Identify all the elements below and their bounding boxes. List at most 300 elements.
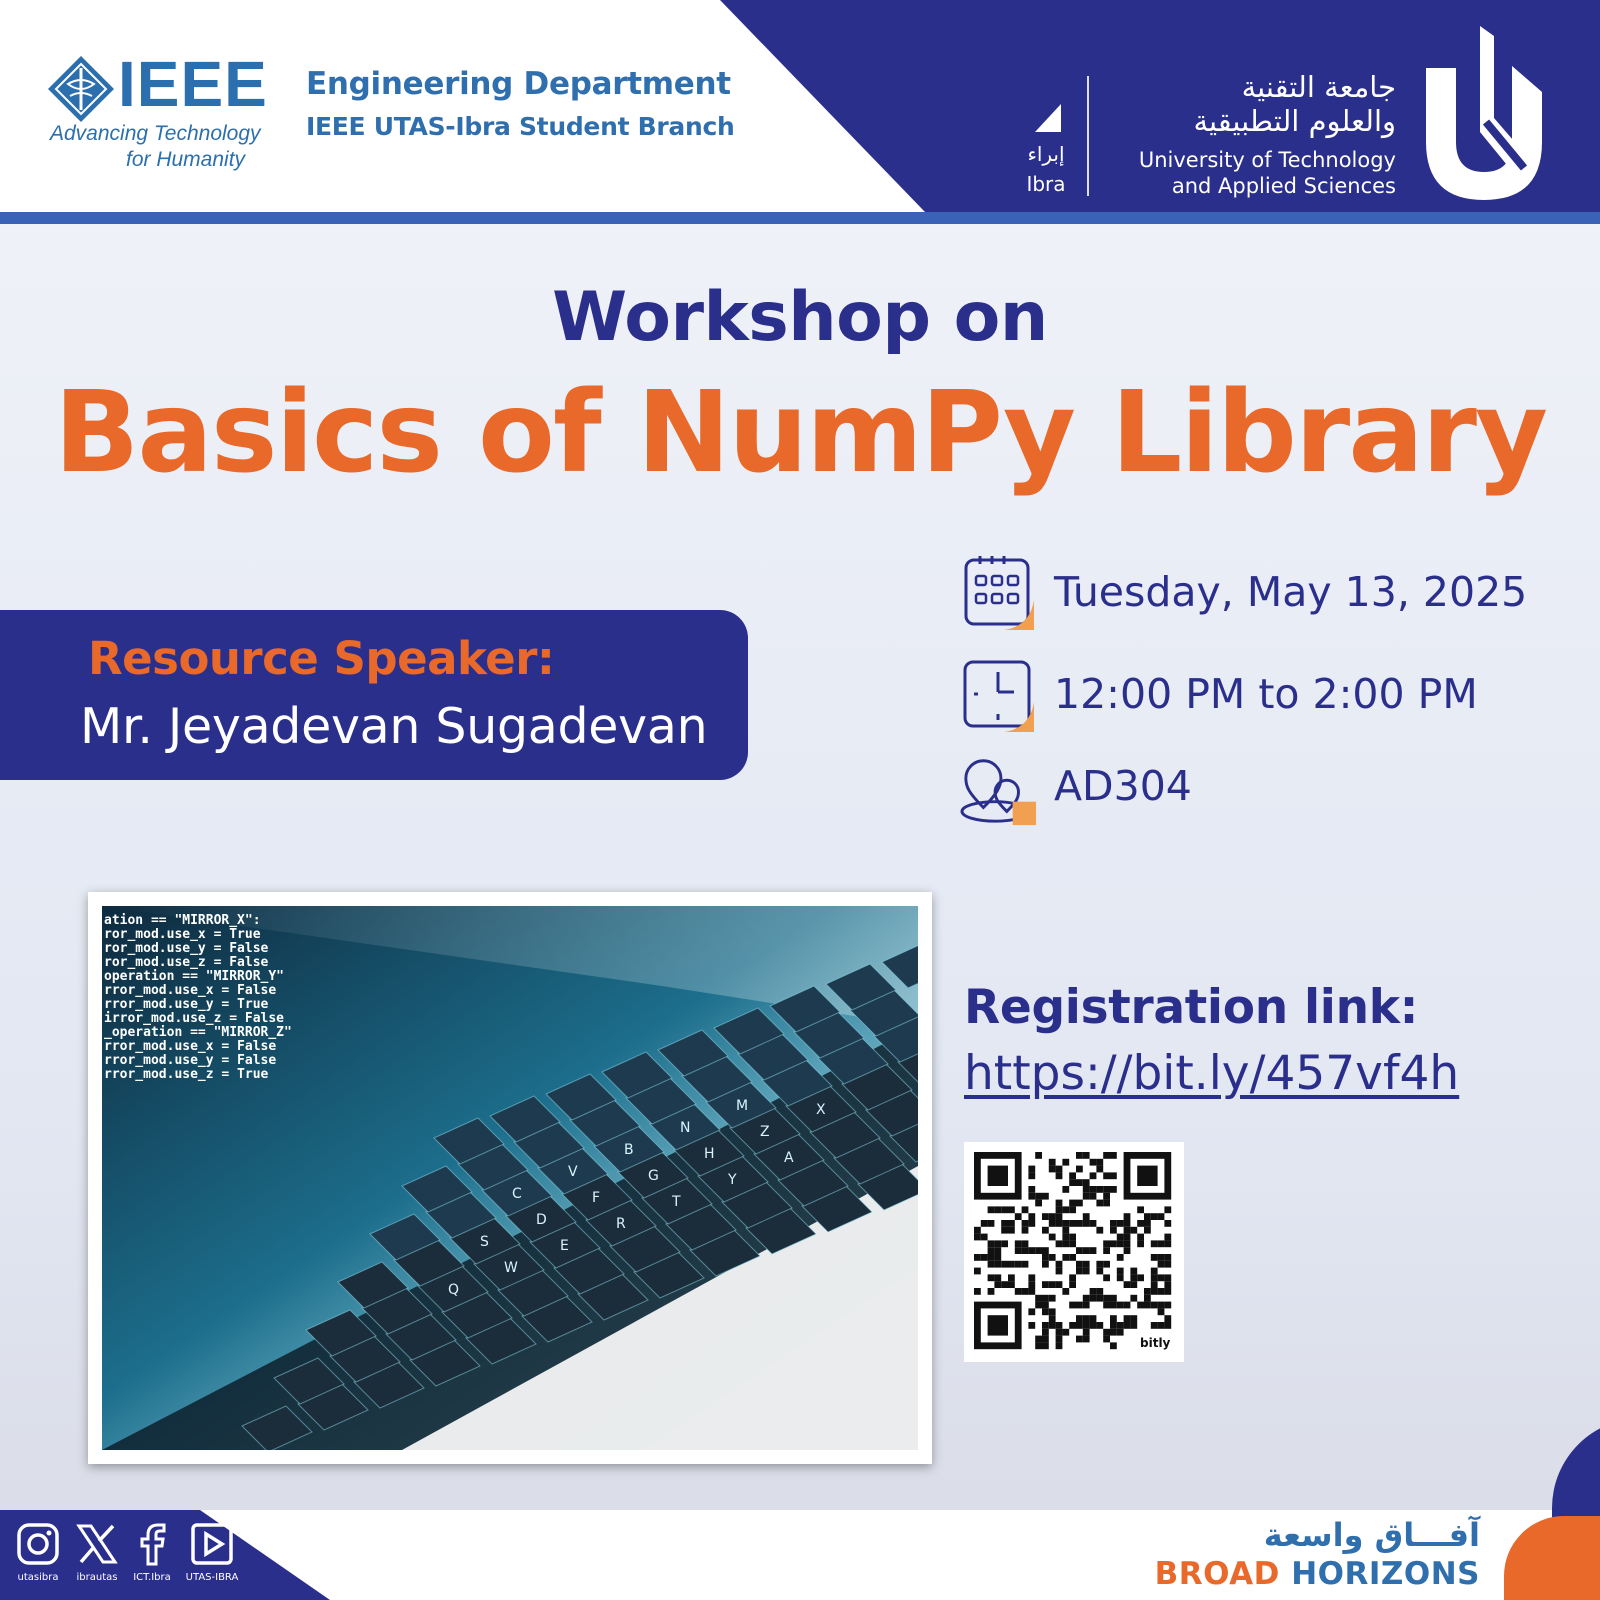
- qr-module: [1015, 1261, 1022, 1268]
- qr-module: [1076, 1179, 1083, 1186]
- qr-module: [974, 1254, 981, 1261]
- qr-module: [1076, 1247, 1083, 1254]
- qr-module: [1028, 1281, 1035, 1288]
- qr-module: [1062, 1288, 1069, 1295]
- qr-module: [1035, 1152, 1042, 1159]
- qr-module: [1151, 1302, 1158, 1309]
- qr-module: [974, 1227, 981, 1234]
- workshop-title: Basics of NumPy Library: [53, 368, 1547, 498]
- qr-module: [1056, 1336, 1063, 1343]
- ieee-tagline: for Humanity: [126, 148, 246, 171]
- qr-module: [1042, 1342, 1049, 1349]
- qr-module: [1035, 1336, 1042, 1343]
- qr-code-icon: [964, 1142, 1184, 1362]
- qr-module: [1042, 1302, 1049, 1309]
- qr-module: [1042, 1322, 1049, 1329]
- qr-module: [1083, 1152, 1090, 1159]
- qr-module: [1083, 1179, 1090, 1186]
- qr-module: [1158, 1240, 1165, 1247]
- code-line: rror_mod.use_x = False: [104, 983, 277, 998]
- qr-module: [1028, 1288, 1035, 1295]
- qr-module: [1028, 1186, 1035, 1193]
- ieee-wordmark: IEEE: [118, 48, 268, 120]
- keyboard-key-letter: B: [624, 1142, 634, 1158]
- instagram-icon: [16, 1522, 60, 1566]
- qr-module: [1056, 1172, 1063, 1179]
- keyboard-illustration: [102, 906, 918, 1450]
- qr-module: [994, 1274, 1001, 1281]
- code-line: rror_mod.use_y = True: [104, 997, 269, 1012]
- speaker-name: Mr. Jeyadevan Sugadevan: [80, 698, 708, 755]
- qr-module: [1042, 1281, 1049, 1288]
- qr-module: [1049, 1295, 1056, 1302]
- qr-module: [1056, 1220, 1063, 1227]
- qr-module: [988, 1240, 995, 1247]
- qr-module: [1042, 1329, 1049, 1336]
- qr-module: [1130, 1227, 1137, 1234]
- social-handle: UTAS-IBRA: [185, 1572, 239, 1583]
- code-line: irror_mod.use_z = False: [104, 1011, 285, 1026]
- social-handle: utasibra: [17, 1572, 59, 1583]
- qr-module: [1137, 1240, 1144, 1247]
- qr-module: [1056, 1329, 1063, 1336]
- qr-module: [1001, 1261, 1008, 1268]
- qr-finder: [988, 1315, 1008, 1335]
- event-venue: AD304: [1054, 762, 1192, 810]
- qr-module: [1103, 1186, 1110, 1193]
- qr-module: [1103, 1274, 1110, 1281]
- header-divider-line: [0, 212, 1600, 224]
- qr-module: [1022, 1288, 1029, 1295]
- qr-module: [1049, 1234, 1056, 1241]
- qr-module: [1117, 1240, 1124, 1247]
- qr-module: [1069, 1179, 1076, 1186]
- qr-module: [1083, 1315, 1090, 1322]
- qr-module: [1096, 1288, 1103, 1295]
- qr-module: [1042, 1247, 1049, 1254]
- qr-module: [1110, 1172, 1117, 1179]
- social-handle: ICT.Ibra: [133, 1572, 171, 1583]
- qr-module: [1164, 1315, 1171, 1322]
- qr-module: [1158, 1308, 1165, 1315]
- qr-brand-label: bitly: [1140, 1336, 1171, 1350]
- qr-module: [1144, 1288, 1151, 1295]
- qr-module: [1008, 1206, 1015, 1213]
- qr-module: [1042, 1261, 1049, 1268]
- qr-module: [1049, 1322, 1056, 1329]
- qr-module: [1035, 1342, 1042, 1349]
- qr-module: [1049, 1281, 1056, 1288]
- slogan-word: HORIZONS: [1291, 1556, 1480, 1592]
- keyboard-photo: [102, 906, 918, 1450]
- keyboard-key-letter: T: [672, 1194, 681, 1210]
- qr-module: [1158, 1288, 1165, 1295]
- qr-module: [1130, 1315, 1137, 1322]
- qr-module: [994, 1254, 1001, 1261]
- qr-module: [1083, 1247, 1090, 1254]
- qr-module: [1028, 1213, 1035, 1220]
- department-name: Engineering Department: [306, 66, 731, 102]
- qr-module: [1001, 1220, 1008, 1227]
- qr-module: [1164, 1240, 1171, 1247]
- qr-module: [1124, 1315, 1131, 1322]
- qr-finder: [988, 1166, 1008, 1186]
- qr-module: [1151, 1213, 1158, 1220]
- qr-module: [1069, 1200, 1076, 1207]
- qr-module: [1028, 1308, 1035, 1315]
- keyboard-key-letter: M: [736, 1098, 749, 1114]
- qr-module: [1008, 1261, 1015, 1268]
- qr-module: [1076, 1315, 1083, 1322]
- qr-module: [1069, 1172, 1076, 1179]
- code-line: ation == "MIRROR_X":: [104, 913, 261, 928]
- qr-module: [1096, 1200, 1103, 1207]
- qr-module: [1117, 1329, 1124, 1336]
- qr-module: [1056, 1213, 1063, 1220]
- university-name-en: and Applied Sciences: [1171, 174, 1396, 198]
- qr-module: [988, 1261, 995, 1268]
- qr-module: [1062, 1234, 1069, 1241]
- qr-module: [1117, 1274, 1124, 1281]
- qr-module: [1110, 1342, 1117, 1349]
- qr-module: [1062, 1220, 1069, 1227]
- qr-module: [1117, 1322, 1124, 1329]
- qr-module: [1049, 1166, 1056, 1173]
- qr-module: [1144, 1220, 1151, 1227]
- qr-module: [1076, 1152, 1083, 1159]
- qr-module: [1069, 1274, 1076, 1281]
- keyboard-key-letter: E: [560, 1238, 569, 1254]
- ieee-tagline: Advancing Technology: [50, 122, 261, 145]
- qr-module: [1083, 1220, 1090, 1227]
- qr-module: [981, 1220, 988, 1227]
- qr-module: [1130, 1295, 1137, 1302]
- qr-module: [1042, 1213, 1049, 1220]
- header-vertical-divider: [1087, 76, 1089, 196]
- qr-module: [1042, 1254, 1049, 1261]
- qr-module: [988, 1254, 995, 1261]
- qr-module: [1124, 1220, 1131, 1227]
- qr-module: [1083, 1329, 1090, 1336]
- qr-module: [1076, 1261, 1083, 1268]
- qr-module: [1110, 1152, 1117, 1159]
- code-line: operation == "MIRROR_Y": [104, 969, 285, 984]
- keyboard-key-letter: R: [616, 1216, 626, 1232]
- location-pin-icon: [960, 752, 1038, 826]
- qr-module: [1103, 1193, 1110, 1200]
- qr-module: [1056, 1281, 1063, 1288]
- ieee-diamond-icon: [46, 54, 116, 124]
- qr-module: [1083, 1186, 1090, 1193]
- code-line: rror_mod.use_x = False: [104, 1039, 277, 1054]
- qr-module: [1158, 1302, 1165, 1309]
- university-name-ar: والعلوم التطبيقية: [1193, 104, 1396, 138]
- keyboard-key-letter: Z: [760, 1124, 770, 1140]
- qr-module: [1022, 1227, 1029, 1234]
- code-line: rror_mod.use_y = False: [104, 1053, 277, 1068]
- event-time: 12:00 PM to 2:00 PM: [1054, 670, 1478, 718]
- campus-name-en: Ibra: [1026, 172, 1066, 196]
- university-name-en: University of Technology: [1138, 148, 1396, 172]
- qr-module: [988, 1274, 995, 1281]
- qr-module: [1158, 1274, 1165, 1281]
- qr-module: [1062, 1206, 1069, 1213]
- qr-module: [1056, 1166, 1063, 1173]
- qr-module: [1164, 1261, 1171, 1268]
- qr-module: [1103, 1172, 1110, 1179]
- qr-module: [1103, 1336, 1110, 1343]
- campus-logo-icon: [1035, 104, 1063, 132]
- qr-module: [1124, 1213, 1131, 1220]
- qr-module: [1130, 1322, 1137, 1329]
- qr-module: [1158, 1254, 1165, 1261]
- calendar-icon: [962, 556, 1040, 630]
- qr-module: [1049, 1159, 1056, 1166]
- qr-module: [1022, 1220, 1029, 1227]
- qr-module: [1062, 1186, 1069, 1193]
- qr-module: [1049, 1213, 1056, 1220]
- registration-qr-code[interactable]: [964, 1142, 1184, 1362]
- qr-module: [1124, 1234, 1131, 1241]
- qr-module: [1096, 1261, 1103, 1268]
- qr-module: [1090, 1186, 1097, 1193]
- keyboard-key-letter: H: [704, 1146, 715, 1162]
- code-line: ror_mod.use_y = False: [104, 941, 269, 956]
- qr-module: [1110, 1186, 1117, 1193]
- qr-module: [1042, 1295, 1049, 1302]
- qr-module: [1090, 1159, 1097, 1166]
- qr-module: [1083, 1336, 1090, 1343]
- qr-module: [1137, 1302, 1144, 1309]
- qr-module: [1164, 1206, 1171, 1213]
- qr-module: [1083, 1268, 1090, 1275]
- qr-module: [1035, 1193, 1042, 1200]
- qr-module: [1083, 1295, 1090, 1302]
- qr-module: [1069, 1240, 1076, 1247]
- qr-module: [1062, 1254, 1069, 1261]
- qr-module: [988, 1247, 995, 1254]
- youtube-icon: [190, 1522, 234, 1566]
- qr-module: [1124, 1322, 1131, 1329]
- qr-module: [1110, 1329, 1117, 1336]
- qr-module: [981, 1234, 988, 1241]
- social-handle: ibrautas: [76, 1572, 118, 1583]
- qr-module: [1096, 1186, 1103, 1193]
- qr-module: [1117, 1220, 1124, 1227]
- qr-module: [1164, 1302, 1171, 1309]
- qr-module: [1130, 1268, 1137, 1275]
- keyboard-key-letter: N: [680, 1120, 691, 1136]
- qr-module: [1069, 1206, 1076, 1213]
- qr-module: [1001, 1206, 1008, 1213]
- qr-module: [1090, 1322, 1097, 1329]
- slogan-word: BROAD: [1154, 1556, 1280, 1592]
- qr-module: [1062, 1240, 1069, 1247]
- qr-module: [1008, 1227, 1015, 1234]
- qr-module: [1164, 1220, 1171, 1227]
- qr-module: [1110, 1315, 1117, 1322]
- qr-module: [1158, 1213, 1165, 1220]
- qr-module: [1001, 1240, 1008, 1247]
- qr-module: [1124, 1302, 1131, 1309]
- speaker-label: Resource Speaker:: [88, 632, 555, 685]
- social-x[interactable]: [67, 1522, 127, 1583]
- qr-module: [974, 1234, 981, 1241]
- qr-module: [1056, 1200, 1063, 1207]
- qr-module: [1076, 1322, 1083, 1329]
- qr-module: [1035, 1302, 1042, 1309]
- qr-module: [1028, 1247, 1035, 1254]
- qr-module: [1103, 1261, 1110, 1268]
- keyboard-key-letter: W: [504, 1260, 518, 1276]
- qr-module: [1117, 1234, 1124, 1241]
- qr-module: [1069, 1302, 1076, 1309]
- keyboard-key-letter: A: [784, 1150, 794, 1166]
- qr-module: [1042, 1336, 1049, 1343]
- qr-module: [1164, 1281, 1171, 1288]
- keyboard-key-letter: F: [592, 1190, 601, 1206]
- qr-module: [1083, 1213, 1090, 1220]
- qr-module: [1056, 1268, 1063, 1275]
- code-line: ror_mod.use_x = True: [104, 927, 261, 942]
- qr-module: [1103, 1302, 1110, 1309]
- qr-module: [1008, 1274, 1015, 1281]
- qr-module: [1049, 1308, 1056, 1315]
- qr-module: [1090, 1193, 1097, 1200]
- qr-module: [1137, 1274, 1144, 1281]
- qr-module: [1151, 1281, 1158, 1288]
- qr-module: [1158, 1322, 1165, 1329]
- qr-module: [1110, 1227, 1117, 1234]
- qr-module: [1049, 1220, 1056, 1227]
- qr-module: [1103, 1240, 1110, 1247]
- qr-module: [1137, 1234, 1144, 1241]
- qr-module: [1110, 1220, 1117, 1227]
- code-line: rror_mod.use_z = True: [104, 1067, 269, 1082]
- qr-module: [1069, 1254, 1076, 1261]
- qr-module: [1144, 1227, 1151, 1234]
- qr-module: [1069, 1322, 1076, 1329]
- qr-module: [1001, 1227, 1008, 1234]
- qr-module: [988, 1288, 995, 1295]
- qr-module: [1151, 1268, 1158, 1275]
- keyboard-key-letter: Q: [448, 1282, 460, 1298]
- x-icon: [75, 1522, 119, 1566]
- qr-module: [988, 1206, 995, 1213]
- qr-module: [1062, 1329, 1069, 1336]
- qr-module: [1028, 1322, 1035, 1329]
- qr-module: [1083, 1302, 1090, 1309]
- qr-module: [1069, 1220, 1076, 1227]
- qr-module: [1096, 1166, 1103, 1173]
- event-date: Tuesday, May 13, 2025: [1054, 568, 1528, 616]
- qr-module: [1028, 1172, 1035, 1179]
- campus-mark: [1018, 100, 1074, 200]
- social-youtube[interactable]: [182, 1522, 242, 1583]
- qr-module: [974, 1288, 981, 1295]
- qr-module: [1137, 1206, 1144, 1213]
- qr-module: [1144, 1213, 1151, 1220]
- qr-module: [1049, 1315, 1056, 1322]
- keyboard-key-letter: D: [536, 1212, 547, 1228]
- qr-module: [1090, 1220, 1097, 1227]
- keyboard-key-letter: V: [568, 1164, 578, 1180]
- keyboard-key-letter: C: [512, 1186, 522, 1202]
- keyboard-key-letter: X: [816, 1102, 826, 1118]
- registration-label: Registration link:: [964, 980, 1419, 1035]
- qr-module: [1015, 1288, 1022, 1295]
- qr-module: [1083, 1322, 1090, 1329]
- qr-module: [1090, 1288, 1097, 1295]
- qr-module: [1096, 1159, 1103, 1166]
- qr-module: [1096, 1322, 1103, 1329]
- qr-module: [1151, 1240, 1158, 1247]
- keyboard-key-letter: S: [480, 1234, 489, 1250]
- qr-module: [1008, 1281, 1015, 1288]
- qr-module: [1062, 1159, 1069, 1166]
- qr-module: [1124, 1281, 1131, 1288]
- qr-module: [1022, 1247, 1029, 1254]
- code-line: ror_mod.use_z = False: [104, 955, 269, 970]
- qr-module: [1008, 1220, 1015, 1227]
- social-instagram[interactable]: [8, 1522, 68, 1583]
- qr-module: [1035, 1200, 1042, 1207]
- qr-module: [1035, 1295, 1042, 1302]
- code-line: _operation == "MIRROR_Z": [104, 1025, 292, 1040]
- qr-module: [1028, 1274, 1035, 1281]
- qr-module: [1076, 1166, 1083, 1173]
- qr-module: [1042, 1308, 1049, 1315]
- qr-module: [1022, 1240, 1029, 1247]
- qr-module: [1151, 1254, 1158, 1261]
- qr-module: [1076, 1200, 1083, 1207]
- utas-logo-icon: [1420, 22, 1548, 204]
- qr-module: [1056, 1342, 1063, 1349]
- qr-module: [1103, 1329, 1110, 1336]
- qr-module: [1035, 1247, 1042, 1254]
- qr-module: [994, 1281, 1001, 1288]
- qr-module: [1015, 1213, 1022, 1220]
- qr-module: [1056, 1206, 1063, 1213]
- qr-module: [1069, 1234, 1076, 1241]
- qr-module: [1103, 1247, 1110, 1254]
- qr-module: [1042, 1193, 1049, 1200]
- qr-module: [1130, 1281, 1137, 1288]
- qr-module: [1028, 1193, 1035, 1200]
- qr-module: [1164, 1288, 1171, 1295]
- social-facebook[interactable]: [122, 1522, 182, 1583]
- qr-finder: [1137, 1166, 1157, 1186]
- qr-module: [1001, 1281, 1008, 1288]
- qr-module: [1028, 1220, 1035, 1227]
- qr-module: [994, 1247, 1001, 1254]
- qr-module: [1049, 1254, 1056, 1261]
- qr-module: [1090, 1295, 1097, 1302]
- qr-module: [1083, 1261, 1090, 1268]
- slogan-en: [1155, 1556, 1480, 1592]
- registration-link[interactable]: https://bit.ly/457vf4h: [964, 1046, 1460, 1101]
- qr-module: [1090, 1247, 1097, 1254]
- qr-module: [1124, 1240, 1131, 1247]
- qr-module: [1144, 1295, 1151, 1302]
- qr-module: [1151, 1322, 1158, 1329]
- qr-module: [1110, 1240, 1117, 1247]
- qr-module: [1096, 1227, 1103, 1234]
- qr-module: [1124, 1247, 1131, 1254]
- qr-module: [1137, 1220, 1144, 1227]
- qr-module: [1056, 1261, 1063, 1268]
- qr-module: [1042, 1227, 1049, 1234]
